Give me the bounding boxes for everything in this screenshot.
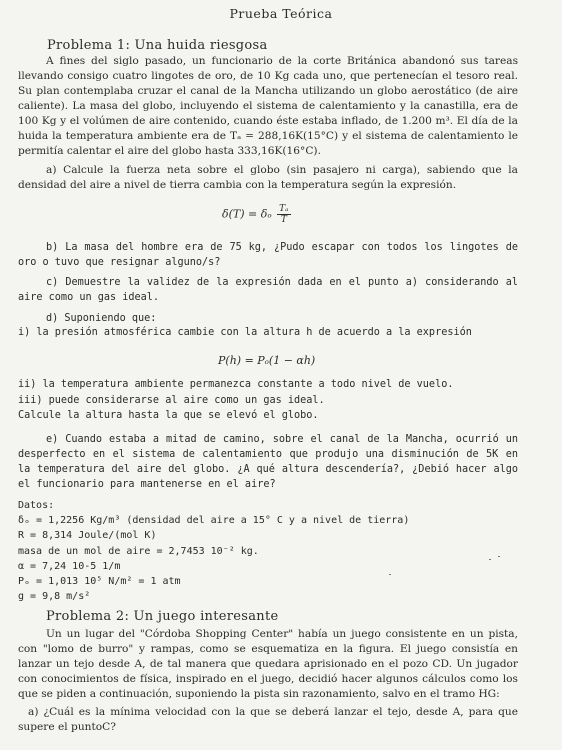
datos-item: g = 9,8 m/s² — [18, 591, 91, 602]
problem1-part-d: d) Suponiendo que: — [46, 313, 157, 324]
density-fraction-denominator: T — [280, 215, 287, 225]
datos-item: Pₒ = 1,013 10⁵ N/m² = 1 atm — [18, 576, 181, 587]
problem2-heading: Problema 2: Un juego interesante — [46, 609, 279, 624]
density-equation-left: δ(T) = δₒ — [222, 207, 272, 221]
pressure-equation: P(h) = Pₒ(1 − αh) — [218, 354, 316, 367]
problem1-part-b: b) La masa del hombre era de 75 kg, ¿Pudo escapar con todos los lingotes de oro o tuvo que resignar alguno/s? — [18, 242, 518, 268]
problem1-heading: Problema 1: Una huida riesgosa — [47, 38, 268, 53]
problem1-part-d-ii: ii) la temperatura ambiente permanezca constante a todo nivel de vuelo. — [18, 379, 454, 390]
problem1-part-a: a) Calcule la fuerza neta sobre el globo (sin pasajero ni carga), sabiendo que la densidad del aire a nivel de tierra cambia con la temperatura según la expresión. — [18, 164, 518, 191]
scan-speck — [498, 556, 500, 557]
problem1-part-d-calc: Calcule la altura hasta la que se elevó el globo. — [18, 410, 319, 421]
datos-item: R = 8,314 Joule/(mol K) — [18, 530, 157, 541]
problem1-part-d-i: i) la presión atmosférica cambie con la altura h de acuerdo a la expresión — [18, 327, 472, 338]
scan-speck — [489, 559, 491, 560]
scan-speck — [389, 574, 391, 575]
problem1-part-c: c) Demuestre la validez de la expresión dada en el punto a) considerando al aire como un gas ideal. — [18, 277, 518, 303]
datos-item: δₒ = 1,2256 Kg/m³ (densidad del aire a 15° C y a nivel de tierra) — [18, 515, 410, 526]
problem1-intro: A fines del siglo pasado, un funcionario de la corte Británica abandonó sus tareas llevando consigo cuatro lingotes de oro, de 10 Kg cada uno, que pertenecían el tesoro real. Su plan contemplaba cruzar el canal de la Mancha utilizando un globo aerostático (de aire caliente). La masa del globo, incluyendo el sistema de calentamiento y la canastilla, era de 100 Kg y el volúmen de aire contenido, cuando éste estaba inflado, de 1.200 m³. El día de la huida la temperatura ambiente era de Tₐ = 288,16K(15°C) y el sistema de calentamiento le permitía calentar el aire del globo hasta 333,16K(16°C). — [18, 55, 518, 157]
datos-item: masa de un mol de aire = 2,7453 10⁻² kg. — [18, 546, 259, 557]
problem1-part-e: e) Cuando estaba a mitad de camino, sobre el canal de la Mancha, ocurrió un desperfecto en el sistema de calentamiento que produjo una disminución de 5K en la temperatura del aire del globo. ¿A qué altura descendería?, ¿Debió hacer algo el funcionario para mantenerse en el aire? — [18, 434, 518, 490]
density-fraction — [277, 204, 290, 225]
density-equation — [222, 204, 291, 225]
problem1-part-d-iii: iii) puede considerarse al aire como un gas ideal. — [18, 395, 325, 406]
problem2-intro: Un un lugar del "Córdoba Shopping Center" había un juego consistente en un pista, con "lomo de burro" y rampas, como se esquematiza en la figura. El juego consistía en lanzar un tejo desde A, de tal manera que quedara aprisionado en el pozo CD. Un jugador con conocimientos de física, inspirado en el juego, decidió hacer algunos cálculos como los que se piden a continuación, suponiendo la pista sin razonamiento, salvo en el tramo HG: — [18, 628, 518, 700]
problem2-part-a: a) ¿Cuál es la mínima velocidad con la que se deberá lanzar el tejo, desde A, para que supere el puntoC? — [18, 706, 518, 733]
datos-item: α = 7,24 10-5 1/m — [18, 561, 121, 572]
datos-label: Datos: — [18, 500, 55, 511]
page-title: Prueba Teórica — [229, 6, 333, 21]
density-fraction-numerator: Tₐ — [279, 204, 289, 214]
